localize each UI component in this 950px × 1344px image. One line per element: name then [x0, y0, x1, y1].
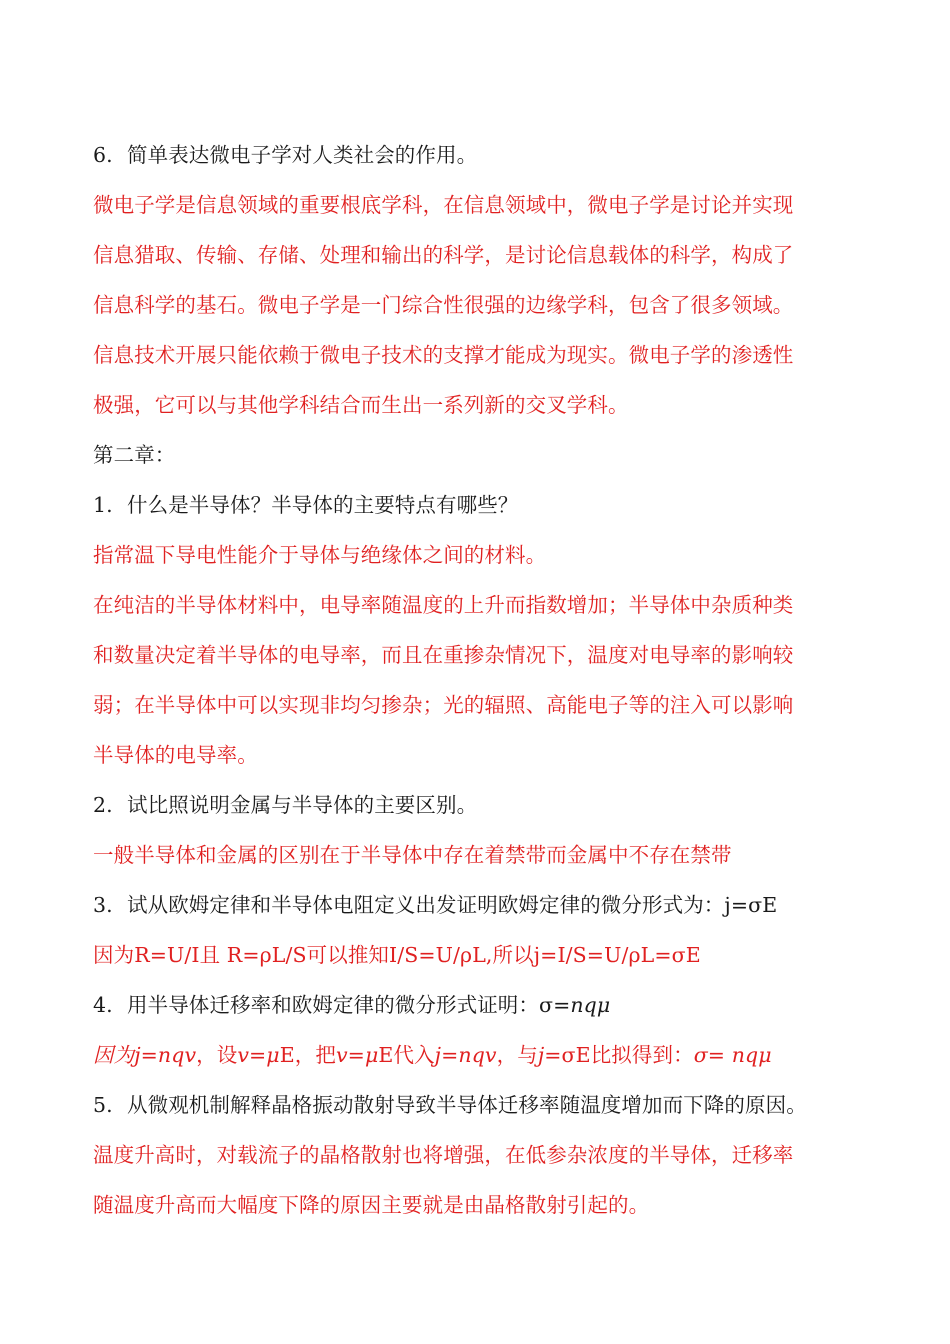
document-page: [93, 130, 868, 1230]
answer-part: v=μ: [336, 1043, 379, 1067]
answer-line: [93, 1030, 868, 1080]
question-text: 简单表达微电子学对人类社会的作用。: [127, 143, 478, 167]
question-number: 6.: [93, 143, 113, 167]
answer-line: 极强，它可以与其他学科结合而生出一系列新的交叉学科。: [93, 393, 629, 417]
chapter-title: 第二章：: [93, 443, 176, 467]
answer-part: j=nqv: [434, 1043, 497, 1067]
answer-definition: 指常温下导电性能介于导体与绝缘体之间的材料。: [93, 543, 547, 567]
question-text: 用半导体迁移率和欧姆定律的微分形式证明：σ=: [127, 993, 571, 1017]
answer-part: v=μ: [237, 1043, 280, 1067]
question-number: 5.: [93, 1093, 113, 1117]
answer-line: 微电子学是信息领域的重要根底学科，在信息领域中，微电子学是讨论并实现: [93, 193, 794, 217]
answer-line: 和数量决定着半导体的电导率，而且在重掺杂情况下，温度对电导率的影响较: [93, 643, 794, 667]
question-number: 2.: [93, 793, 113, 817]
answer-line: 信息科学的基石。微电子学是一门综合性很强的边缘学科，包含了很多领域。: [93, 293, 794, 317]
question-1: [93, 480, 868, 530]
question-number: 1.: [93, 493, 113, 517]
answer-part: ，设: [196, 1043, 238, 1067]
answer-part: j=: [537, 1043, 562, 1067]
question-text: 试比照说明金属与半导体的主要区别。: [127, 793, 478, 817]
answer-part: σE比拟得到：: [561, 1043, 694, 1067]
answer-line: 半导体的电导率。: [93, 743, 258, 767]
answer-part: E代入: [378, 1043, 435, 1067]
question-text: 从微观机制解释晶格振动散射导致半导体迁移率随温度增加而下降的原因。: [127, 1093, 807, 1117]
question-number: 3.: [93, 893, 113, 917]
answer-line: 温度升高时，对载流子的晶格散射也将增强，在低参杂浓度的半导体，迁移率: [93, 1143, 794, 1167]
question-text: 试从欧姆定律和半导体电阻定义出发证明欧姆定律的微分形式为：j=σE: [127, 893, 778, 917]
question-4: [93, 980, 868, 1030]
question-3: [93, 880, 868, 930]
answer-part: ，与: [496, 1043, 538, 1067]
question-2: [93, 780, 868, 830]
question-number: 4.: [93, 993, 113, 1017]
answer-line: 一般半导体和金属的区别在于半导体中存在着禁带而金属中不存在禁带: [93, 843, 732, 867]
formula: nqμ: [570, 993, 611, 1017]
answer-part: σ= nqμ: [693, 1043, 772, 1067]
answer-line: 信息猎取、传输、存储、处理和输出的科学，是讨论信息载体的科学，构成了: [93, 243, 794, 267]
answer-part: 因为j=nqv: [93, 1043, 197, 1067]
answer-line: 因为R=U/I且 R=ρL/S可以推知I/S=U/ρL,所以j=I/S=U/ρL=σE: [93, 943, 701, 967]
answer-line: 在纯洁的半导体材料中，电导率随温度的上升而指数增加；半导体中杂质种类: [93, 593, 794, 617]
answer-part: E，把: [279, 1043, 336, 1067]
answer-line: 弱；在半导体中可以实现非均匀掺杂；光的辐照、高能电子等的注入可以影响: [93, 693, 794, 717]
answer-line: 随温度升高而大幅度下降的原因主要就是由晶格散射引起的。: [93, 1193, 650, 1217]
question-5: [93, 1080, 868, 1130]
question-6: [93, 130, 868, 180]
answer-line: 信息技术开展只能依赖于微电子技术的支撑才能成为现实。微电子学的渗透性: [93, 343, 794, 367]
question-text: 什么是半导体？半导体的主要特点有哪些？: [127, 493, 519, 517]
